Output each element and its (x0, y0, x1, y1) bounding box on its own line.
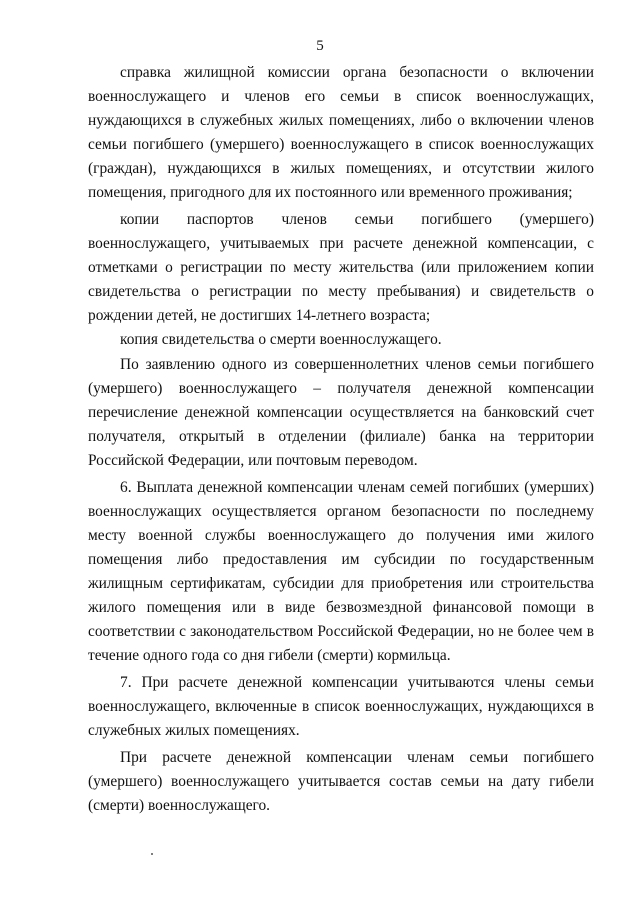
paragraph-housing-certificate: справка жилищной комиссии органа безопасности о включении военнослужащего и членов его семьи в список военнослужащих, нуждающихся в служебных жилых помещениях, либо о включении членов семьи погибшего (умершего) военнослужащего в список военнослужащих (граждан), нуждающихся в жилых помещениях, и отсутствии жилого помещения, пригодного для их постоянного или временного проживания; (88, 64, 594, 201)
scan-speck (151, 853, 153, 855)
paragraph-family-composition: При расчете денежной компенсации членам семьи погибшего (умершего) военнослужащего учитывается состав семьи на дату гибели (смерти) военнослужащего. (88, 749, 594, 814)
paragraph-passport-copies: копии паспортов членов семьи погибшего (умершего) военнослужащего, учитываемых при расчете денежной компенсации, с отметками о регистрации по месту жительства (или приложением копии свидетельства о регистрации по месту пребывания) и свидетельств о рождении детей, не достигших 14-летнего возраста; (88, 211, 594, 324)
paragraph-section-6: 6. Выплата денежной компенсации членам семей погибших (умерших) военнослужащих осуществляется органом безопасности по последнему месту военной службы военнослужащего до получения ими жилого помещения либо предоставления им субсидии по государственным жилищным сертификатам, субсидии для приобретения или строительства жилого помещения или в виде безвозмездной финансовой помощи в соответствии с законодательством Российской Федерации, но не более чем в течение одного года со дня гибели (смерти) кормильца. (88, 479, 594, 664)
paragraph-payment-transfer: По заявлению одного из совершеннолетних членов семьи погибшего (умершего) военнослужащего – получателя денежной компенсации перечисление денежной компенсации осуществляется на банковский счет получателя, открытый в отделении (филиале) банка на территории Российской Федерации, или почтовым переводом. (88, 356, 594, 469)
document-body (88, 61, 594, 818)
paragraph-death-certificate: копия свидетельства о смерти военнослужащего. (120, 331, 442, 348)
paragraph-section-7: 7. При расчете денежной компенсации учитываются члены семьи военнослужащего, включенные в список военнослужащих, нуждающихся в служебных жилых помещениях. (88, 674, 594, 739)
page-number: 5 (316, 38, 324, 54)
